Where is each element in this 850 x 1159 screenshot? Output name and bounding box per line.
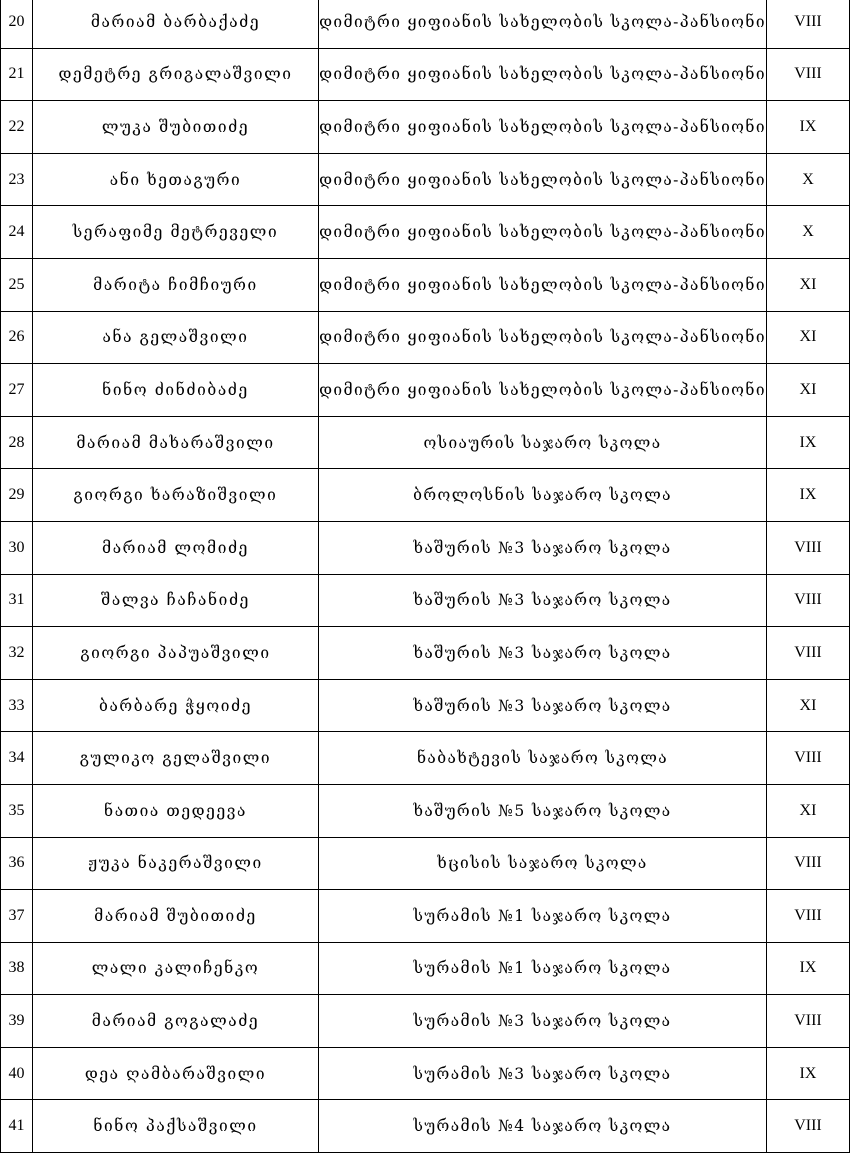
grade: VIII: [767, 890, 850, 943]
school-name: ბროლოსნის საჯარო სკოლა: [319, 469, 767, 522]
grade: XI: [767, 311, 850, 364]
table-row: [1, 206, 850, 259]
student-name: გიორგი პაპუაშვილი: [33, 627, 319, 680]
grade: VIII: [767, 995, 850, 1048]
row-number: 20: [1, 0, 33, 48]
school-name: სურამის №3 საჯარო სკოლა: [319, 995, 767, 1048]
row-number: 24: [1, 206, 33, 259]
grade: VIII: [767, 732, 850, 785]
school-name: სურამის №3 საჯარო სკოლა: [319, 1047, 767, 1100]
table-row: [1, 311, 850, 364]
row-number: 26: [1, 311, 33, 364]
school-name: დიმიტრი ყიფიანის სახელობის სკოლა-პანსიონი: [319, 0, 767, 48]
school-name: ხცისის საჯარო სკოლა: [319, 837, 767, 890]
school-name: სურამის №1 საჯარო სკოლა: [319, 942, 767, 995]
row-number: 38: [1, 942, 33, 995]
row-number: 36: [1, 837, 33, 890]
student-name: ლალი კალიჩენკო: [33, 942, 319, 995]
school-name: ხაშურის №3 საჯარო სკოლა: [319, 679, 767, 732]
row-number: 22: [1, 101, 33, 154]
row-number: 31: [1, 574, 33, 627]
student-name: მარიამ ლომიძე: [33, 521, 319, 574]
row-number: 32: [1, 627, 33, 680]
table-row: [1, 1100, 850, 1153]
student-name: ჟუკა ნაკერაშვილი: [33, 837, 319, 890]
row-number: 30: [1, 521, 33, 574]
table-row: [1, 732, 850, 785]
school-name: ნაბახტევის საჯარო სკოლა: [319, 732, 767, 785]
school-name: ხაშურის №3 საჯარო სკოლა: [319, 521, 767, 574]
table-row: [1, 48, 850, 101]
student-name: მარიამ შუბითიძე: [33, 890, 319, 943]
participants-table-body: [1, 0, 850, 1153]
table-row: [1, 679, 850, 732]
grade: XI: [767, 679, 850, 732]
grade: IX: [767, 416, 850, 469]
grade: VIII: [767, 0, 850, 48]
table-row: [1, 416, 850, 469]
row-number: 35: [1, 784, 33, 837]
table-row: [1, 364, 850, 417]
grade: VIII: [767, 627, 850, 680]
school-name: დიმიტრი ყიფიანის სახელობის სკოლა-პანსიონი: [319, 48, 767, 101]
row-number: 23: [1, 153, 33, 206]
student-name: მარიამ ბარბაქაძე: [33, 0, 319, 48]
student-name: ნათია თედეევა: [33, 784, 319, 837]
school-name: დიმიტრი ყიფიანის სახელობის სკოლა-პანსიონი: [319, 364, 767, 417]
table-row: [1, 469, 850, 522]
school-name: დიმიტრი ყიფიანის სახელობის სკოლა-პანსიონი: [319, 258, 767, 311]
school-name: დიმიტრი ყიფიანის სახელობის სკოლა-პანსიონი: [319, 101, 767, 154]
grade: IX: [767, 469, 850, 522]
student-name: დეა ღამბარაშვილი: [33, 1047, 319, 1100]
row-number: 37: [1, 890, 33, 943]
grade: XI: [767, 258, 850, 311]
school-name: დიმიტრი ყიფიანის სახელობის სკოლა-პანსიონი: [319, 206, 767, 259]
grade: IX: [767, 942, 850, 995]
grade: XI: [767, 364, 850, 417]
student-name: შალვა ჩაჩანიძე: [33, 574, 319, 627]
student-name: ლუკა შუბითიძე: [33, 101, 319, 154]
table-row: [1, 942, 850, 995]
student-name: ანა გელაშვილი: [33, 311, 319, 364]
student-name: მარიამ მახარაშვილი: [33, 416, 319, 469]
row-number: 39: [1, 995, 33, 1048]
table-row: [1, 521, 850, 574]
row-number: 29: [1, 469, 33, 522]
student-name: ანი ხეთაგური: [33, 153, 319, 206]
table-row: [1, 837, 850, 890]
row-number: 34: [1, 732, 33, 785]
student-name: ნინო პაქსაშვილი: [33, 1100, 319, 1153]
row-number: 21: [1, 48, 33, 101]
table-row: [1, 258, 850, 311]
table-row: [1, 0, 850, 48]
row-number: 28: [1, 416, 33, 469]
student-name: მარიტა ჩიმჩიური: [33, 258, 319, 311]
school-name: ხაშურის №3 საჯარო სკოლა: [319, 627, 767, 680]
school-name: სურამის №1 საჯარო სკოლა: [319, 890, 767, 943]
table-row: [1, 1047, 850, 1100]
school-name: სურამის №4 საჯარო სკოლა: [319, 1100, 767, 1153]
school-name: ხაშურის №3 საჯარო სკოლა: [319, 574, 767, 627]
grade: VIII: [767, 521, 850, 574]
school-name: დიმიტრი ყიფიანის სახელობის სკოლა-პანსიონი: [319, 153, 767, 206]
student-name: სერაფიმე მეტრეველი: [33, 206, 319, 259]
student-name: ბარბარე ჭყოიძე: [33, 679, 319, 732]
student-name: გულიკო გელაშვილი: [33, 732, 319, 785]
grade: VIII: [767, 48, 850, 101]
row-number: 41: [1, 1100, 33, 1153]
table-row: [1, 784, 850, 837]
table-row: [1, 101, 850, 154]
grade: XI: [767, 784, 850, 837]
row-number: 27: [1, 364, 33, 417]
table-row: [1, 153, 850, 206]
school-name: დიმიტრი ყიფიანის სახელობის სკოლა-პანსიონი: [319, 311, 767, 364]
student-name: გიორგი ხარაზიშვილი: [33, 469, 319, 522]
table-row: [1, 890, 850, 943]
grade: X: [767, 206, 850, 259]
table-row: [1, 627, 850, 680]
grade: VIII: [767, 1100, 850, 1153]
row-number: 25: [1, 258, 33, 311]
grade: X: [767, 153, 850, 206]
grade: VIII: [767, 574, 850, 627]
row-number: 33: [1, 679, 33, 732]
student-name: ნინო ძინძიბაძე: [33, 364, 319, 417]
table-row: [1, 574, 850, 627]
row-number: 40: [1, 1047, 33, 1100]
grade: IX: [767, 101, 850, 154]
school-name: ხაშურის №5 საჯარო სკოლა: [319, 784, 767, 837]
student-name: დემეტრე გრიგალაშვილი: [33, 48, 319, 101]
grade: IX: [767, 1047, 850, 1100]
school-name: ოსიაურის საჯარო სკოლა: [319, 416, 767, 469]
table-row: [1, 995, 850, 1048]
student-name: მარიამ გოგალაძე: [33, 995, 319, 1048]
grade: VIII: [767, 837, 850, 890]
